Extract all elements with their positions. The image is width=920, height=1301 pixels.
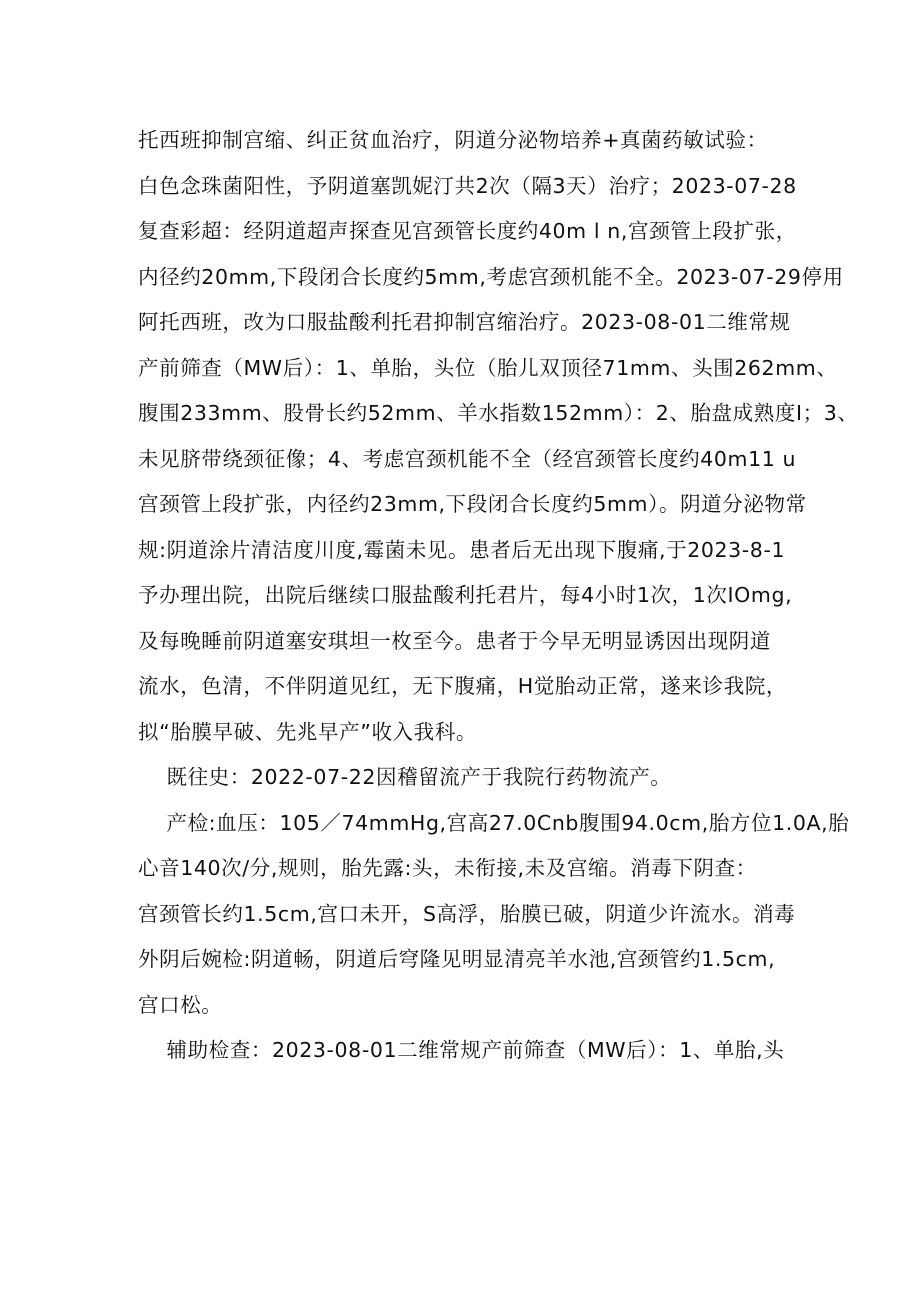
- text-line: 拟“胎膜早破、先兆早产”收入我科。: [138, 719, 477, 744]
- text-line: 宫颈管长约1.5cm,宫口未开，S高浮，胎膜已破，阴道少许流水。消毒: [138, 901, 796, 926]
- text-line: 产前筛查（MW后）：1、单胎，头位（胎儿双顶径71mm、头围262mm、: [138, 355, 838, 380]
- text-line: 规:阴道涂片清洁度川度,霉菌未见。患者后无出现下腹痛,于2023-8-1: [138, 537, 786, 562]
- prenatal-exam-paragraph: [138, 801, 850, 1029]
- past-history-paragraph: [138, 755, 788, 801]
- text-line: 辅助检查：2023-08-01二维常规产前筛查（MW后）：1、单胎,头: [138, 1038, 785, 1062]
- text-line: 内径约20mm,下段闭合长度约5mm,考虑宫颈机能不全。2023-07-29停用: [138, 264, 844, 289]
- text-line: 白色念珠菌阳性，予阴道塞凯妮汀共2次（隔3天）治疗；2023-07-28: [138, 173, 797, 198]
- text-line: 流水，色清，不伴阴道见红，无下腹痛，H觉胎动正常，遂来诊我院，: [138, 674, 788, 698]
- text-line: 阿托西班，改为口服盐酸利托君抑制宫缩治疗。2023-08-01二维常规: [138, 310, 791, 334]
- text-line: 予办理出院，出院后继续口服盐酸利托君片，每4小时1次，1次IOmg,: [138, 583, 793, 607]
- text-line: 宫颈管上段扩张，内径约23mm,下段闭合长度约5mm）。阴道分泌物常: [138, 492, 807, 516]
- history-paragraph: [138, 118, 859, 755]
- text-line: 外阴后婉检:阴道畅，阴道后穹隆见明显清亮羊水池,宫颈管约1.5cm,: [138, 947, 776, 971]
- text-line: 腹围233mm、股骨长约52mm、羊水指数152mm）：2、胎盘成熟度I；3、: [138, 401, 859, 425]
- text-line: 既往史：2022-07-22因稽留流产于我院行药物流产。: [138, 765, 672, 789]
- auxiliary-exam-paragraph: [138, 1028, 788, 1074]
- document-body: [138, 118, 859, 1074]
- text-line: 心音140次/分,规则，胎先露:头，未衔接,未及宫缩。消毒下阴查：: [138, 856, 757, 880]
- text-line: 未见脐带绕颈征像；4、考虑宫颈机能不全（经宫颈管长度约40m11 u: [138, 446, 797, 471]
- text-line: 托西班抑制宫缩、纠正贫血治疗，阴道分泌物培养+真菌药敏试验：: [138, 128, 768, 152]
- text-line: 复查彩超：经阴道超声探查见宫颈管长度约40m l n,宫颈管上段扩张，: [138, 219, 797, 243]
- text-line: 及每晚睡前阴道塞安琪坦一枚至今。患者于今早无明显诱因出现阴道: [138, 628, 771, 653]
- text-line: 宫口松。: [138, 992, 223, 1017]
- text-line: 产检:血压：105／74mmHg,宫高27.0Cnb腹围94.0cm,胎方位1.0A,胎: [138, 810, 850, 835]
